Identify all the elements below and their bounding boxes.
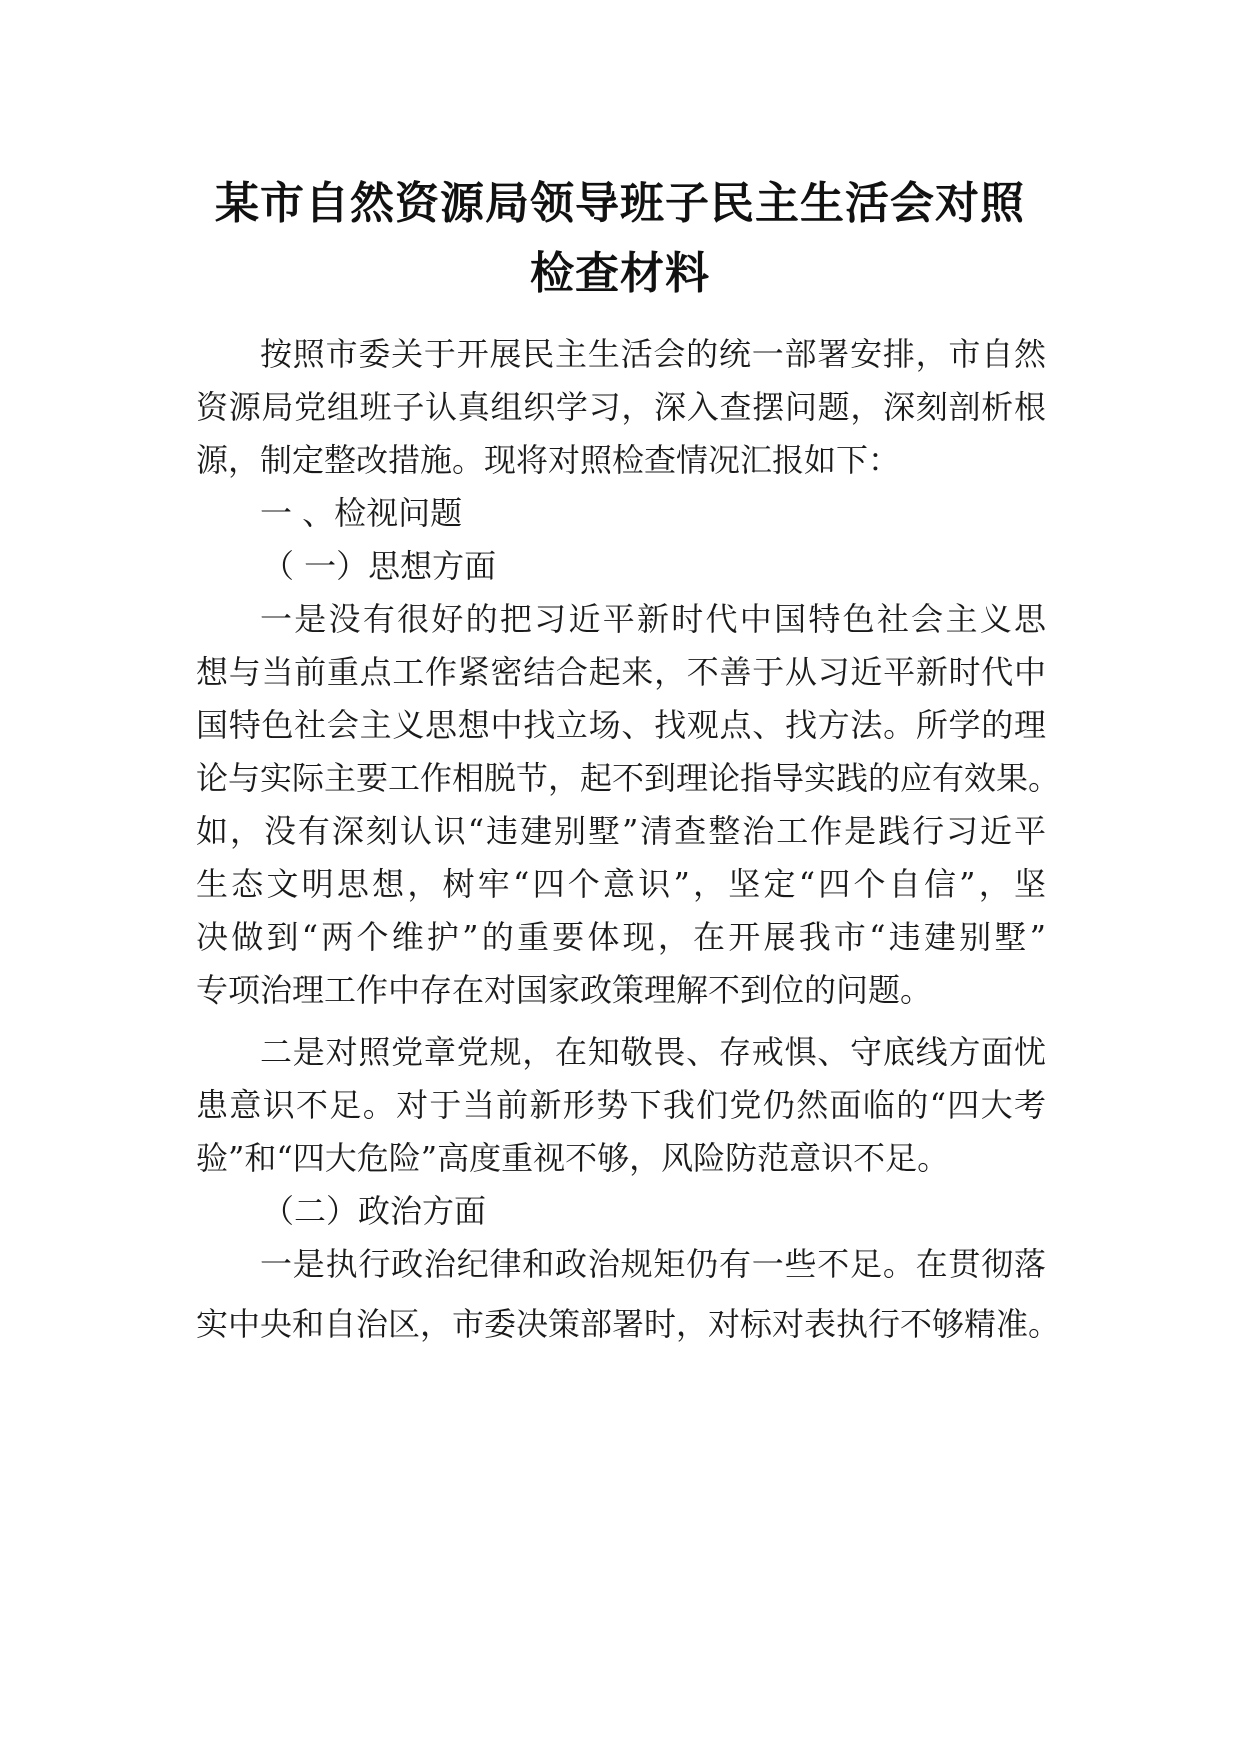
document-title-line-1: 某市自然资源局领导班子民主生活会对照 — [215, 178, 1025, 229]
paragraph-line: 专项治理工作中存在对国家政策理解不到位的问题。 — [196, 971, 933, 1009]
paragraph-line: 国特色社会主义思想中找立场、找观点、找方法。所学的理 — [196, 706, 1046, 744]
paragraph-line: 实中央和自治区，市委决策部署时，对标对表执行不够精准。 — [196, 1305, 1061, 1343]
paragraph-line: 患意识不足。对于当前新形势下我们党仍然面临的“四大考 — [196, 1086, 1046, 1124]
intro-line-3: 源，制定整改措施。现将对照检查情况汇报如下： — [196, 441, 901, 479]
paragraph-line: 一是执行政治纪律和政治规矩仍有一些不足。在贯彻落 — [260, 1245, 1046, 1283]
subsection-heading-politics: （二）政治方面 — [262, 1192, 487, 1230]
paragraph-line: 如，没有深刻认识“违建别墅”清查整治工作是践行习近平 — [196, 812, 1046, 850]
section-heading-review-issues: 一 、检视问题 — [260, 494, 463, 532]
subsection-heading-thought: （ 一）思想方面 — [262, 547, 497, 585]
paragraph-line: 二是对照党章党规，在知敬畏、存戒惧、守底线方面忧 — [260, 1033, 1046, 1071]
paragraph-line: 一是没有很好的把习近平新时代中国特色社会主义思 — [260, 600, 1046, 638]
intro-line-1: 按照市委关于开展民主生活会的统一部署安排，市自然 — [260, 335, 1046, 373]
intro-line-2: 资源局党组班子认真组织学习，深入查摆问题，深刻剖析根 — [196, 388, 1046, 426]
paragraph-line: 论与实际主要工作相脱节，起不到理论指导实践的应有效果。 — [196, 759, 1061, 797]
paragraph-line: 生态文明思想，树牢“四个意识”，坚定“四个自信”，坚 — [196, 865, 1046, 903]
document-title-line-2: 检查材料 — [530, 248, 710, 299]
paragraph-line: 验”和“四大危险”高度重视不够，风险防范意识不足。 — [196, 1139, 950, 1177]
paragraph-line: 想与当前重点工作紧密结合起来，不善于从习近平新时代中 — [196, 653, 1046, 691]
paragraph-line: 决做到“两个维护”的重要体现，在开展我市“违建别墅” — [196, 918, 1046, 956]
